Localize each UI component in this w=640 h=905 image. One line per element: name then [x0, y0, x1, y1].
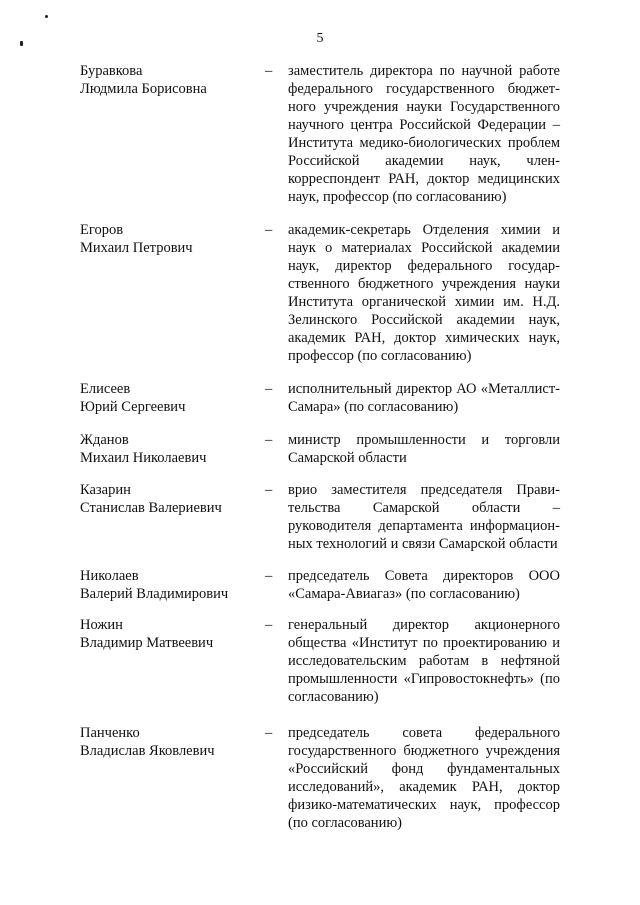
member-entry: [80, 724, 560, 832]
member-role: министр промышленности и торговли Самарской области: [288, 432, 560, 466]
member-role: академик-секретарь Отделения химии и наук о материалах Российской академии наук, директор федерального государственного бюджетного учреждения науки Института органической химии им. Н.Д. Зелинского Российской академии наук, академик РАН, доктор химических наук, профессор (по согласованию): [288, 222, 560, 364]
member-entry: [80, 567, 560, 603]
member-entry: [80, 221, 560, 365]
member-given-names: Юрий Сергеевич: [80, 399, 186, 415]
dash-separator: –: [265, 568, 273, 584]
member-given-names: Валерий Владимирович: [80, 586, 229, 602]
member-name: [80, 567, 265, 603]
member-name: [80, 431, 265, 467]
member-entry: [80, 380, 560, 416]
page-number: 5: [316, 31, 324, 46]
member-entry: [80, 431, 560, 467]
dash-separator: –: [265, 482, 273, 498]
member-surname: Елисеев: [80, 381, 131, 397]
member-surname: Казарин: [80, 482, 131, 498]
member-role: председатель Совета директоров ООО «Самара-Авиагаз» (по согласованию): [288, 568, 560, 602]
member-given-names: Людмила Борисовна: [80, 81, 207, 97]
member-entry: [80, 481, 560, 553]
dash-separator: –: [265, 222, 273, 238]
member-role: генеральный директор акционерного общества «Институт по проектированию и исследовательским работам в нефтяной промышленности «Гипровостокнефть» (по согласованию): [288, 617, 560, 705]
member-name: [80, 481, 265, 553]
member-given-names: Станислав Валериевич: [80, 500, 222, 516]
member-given-names: Михаил Петрович: [80, 240, 193, 256]
member-name: [80, 62, 265, 206]
member-role: председатель совета федерального государственного бюджетного учреждения «Российский фонд фундаментальных исследований», академик РАН, доктор физико-математических наук, профессор (по согласованию): [288, 725, 560, 831]
member-surname: Николаев: [80, 568, 139, 584]
member-surname: Егоров: [80, 222, 124, 238]
member-name: [80, 616, 265, 706]
member-list: [80, 62, 560, 831]
member-role: исполнительный директор АО «Металлист-Самара» (по согласованию): [288, 381, 560, 415]
member-surname: Ножин: [80, 617, 123, 633]
dash-separator: –: [265, 63, 273, 79]
member-name: [80, 724, 265, 832]
member-surname: Жданов: [80, 432, 129, 448]
dash-separator: –: [265, 725, 273, 741]
dash-separator: –: [265, 381, 273, 397]
member-role: врио заместителя председателя Правительства Самарской области – руководителя департамента информационных технологий и связи Самарской области: [288, 482, 560, 552]
member-surname: Панченко: [80, 725, 140, 741]
member-given-names: Владимир Матвеевич: [80, 635, 214, 651]
member-given-names: Владислав Яковлевич: [80, 743, 215, 759]
member-surname: Буравкова: [80, 63, 143, 79]
member-name: [80, 221, 265, 365]
member-entry: [80, 62, 560, 206]
member-name: [80, 380, 265, 416]
dash-separator: –: [265, 432, 273, 448]
member-role: заместитель директора по научной работе федерального государственного бюджетного учреждения науки Государственного научного центра Российской Федерации – Института медико-биологических проблем Российской академии наук, член-корреспондент РАН, доктор медицинских наук, профессор (по согласованию): [288, 63, 560, 205]
scan-speck: [45, 15, 48, 18]
dash-separator: –: [265, 617, 273, 633]
member-entry: [80, 616, 560, 706]
member-given-names: Михаил Николаевич: [80, 450, 207, 466]
